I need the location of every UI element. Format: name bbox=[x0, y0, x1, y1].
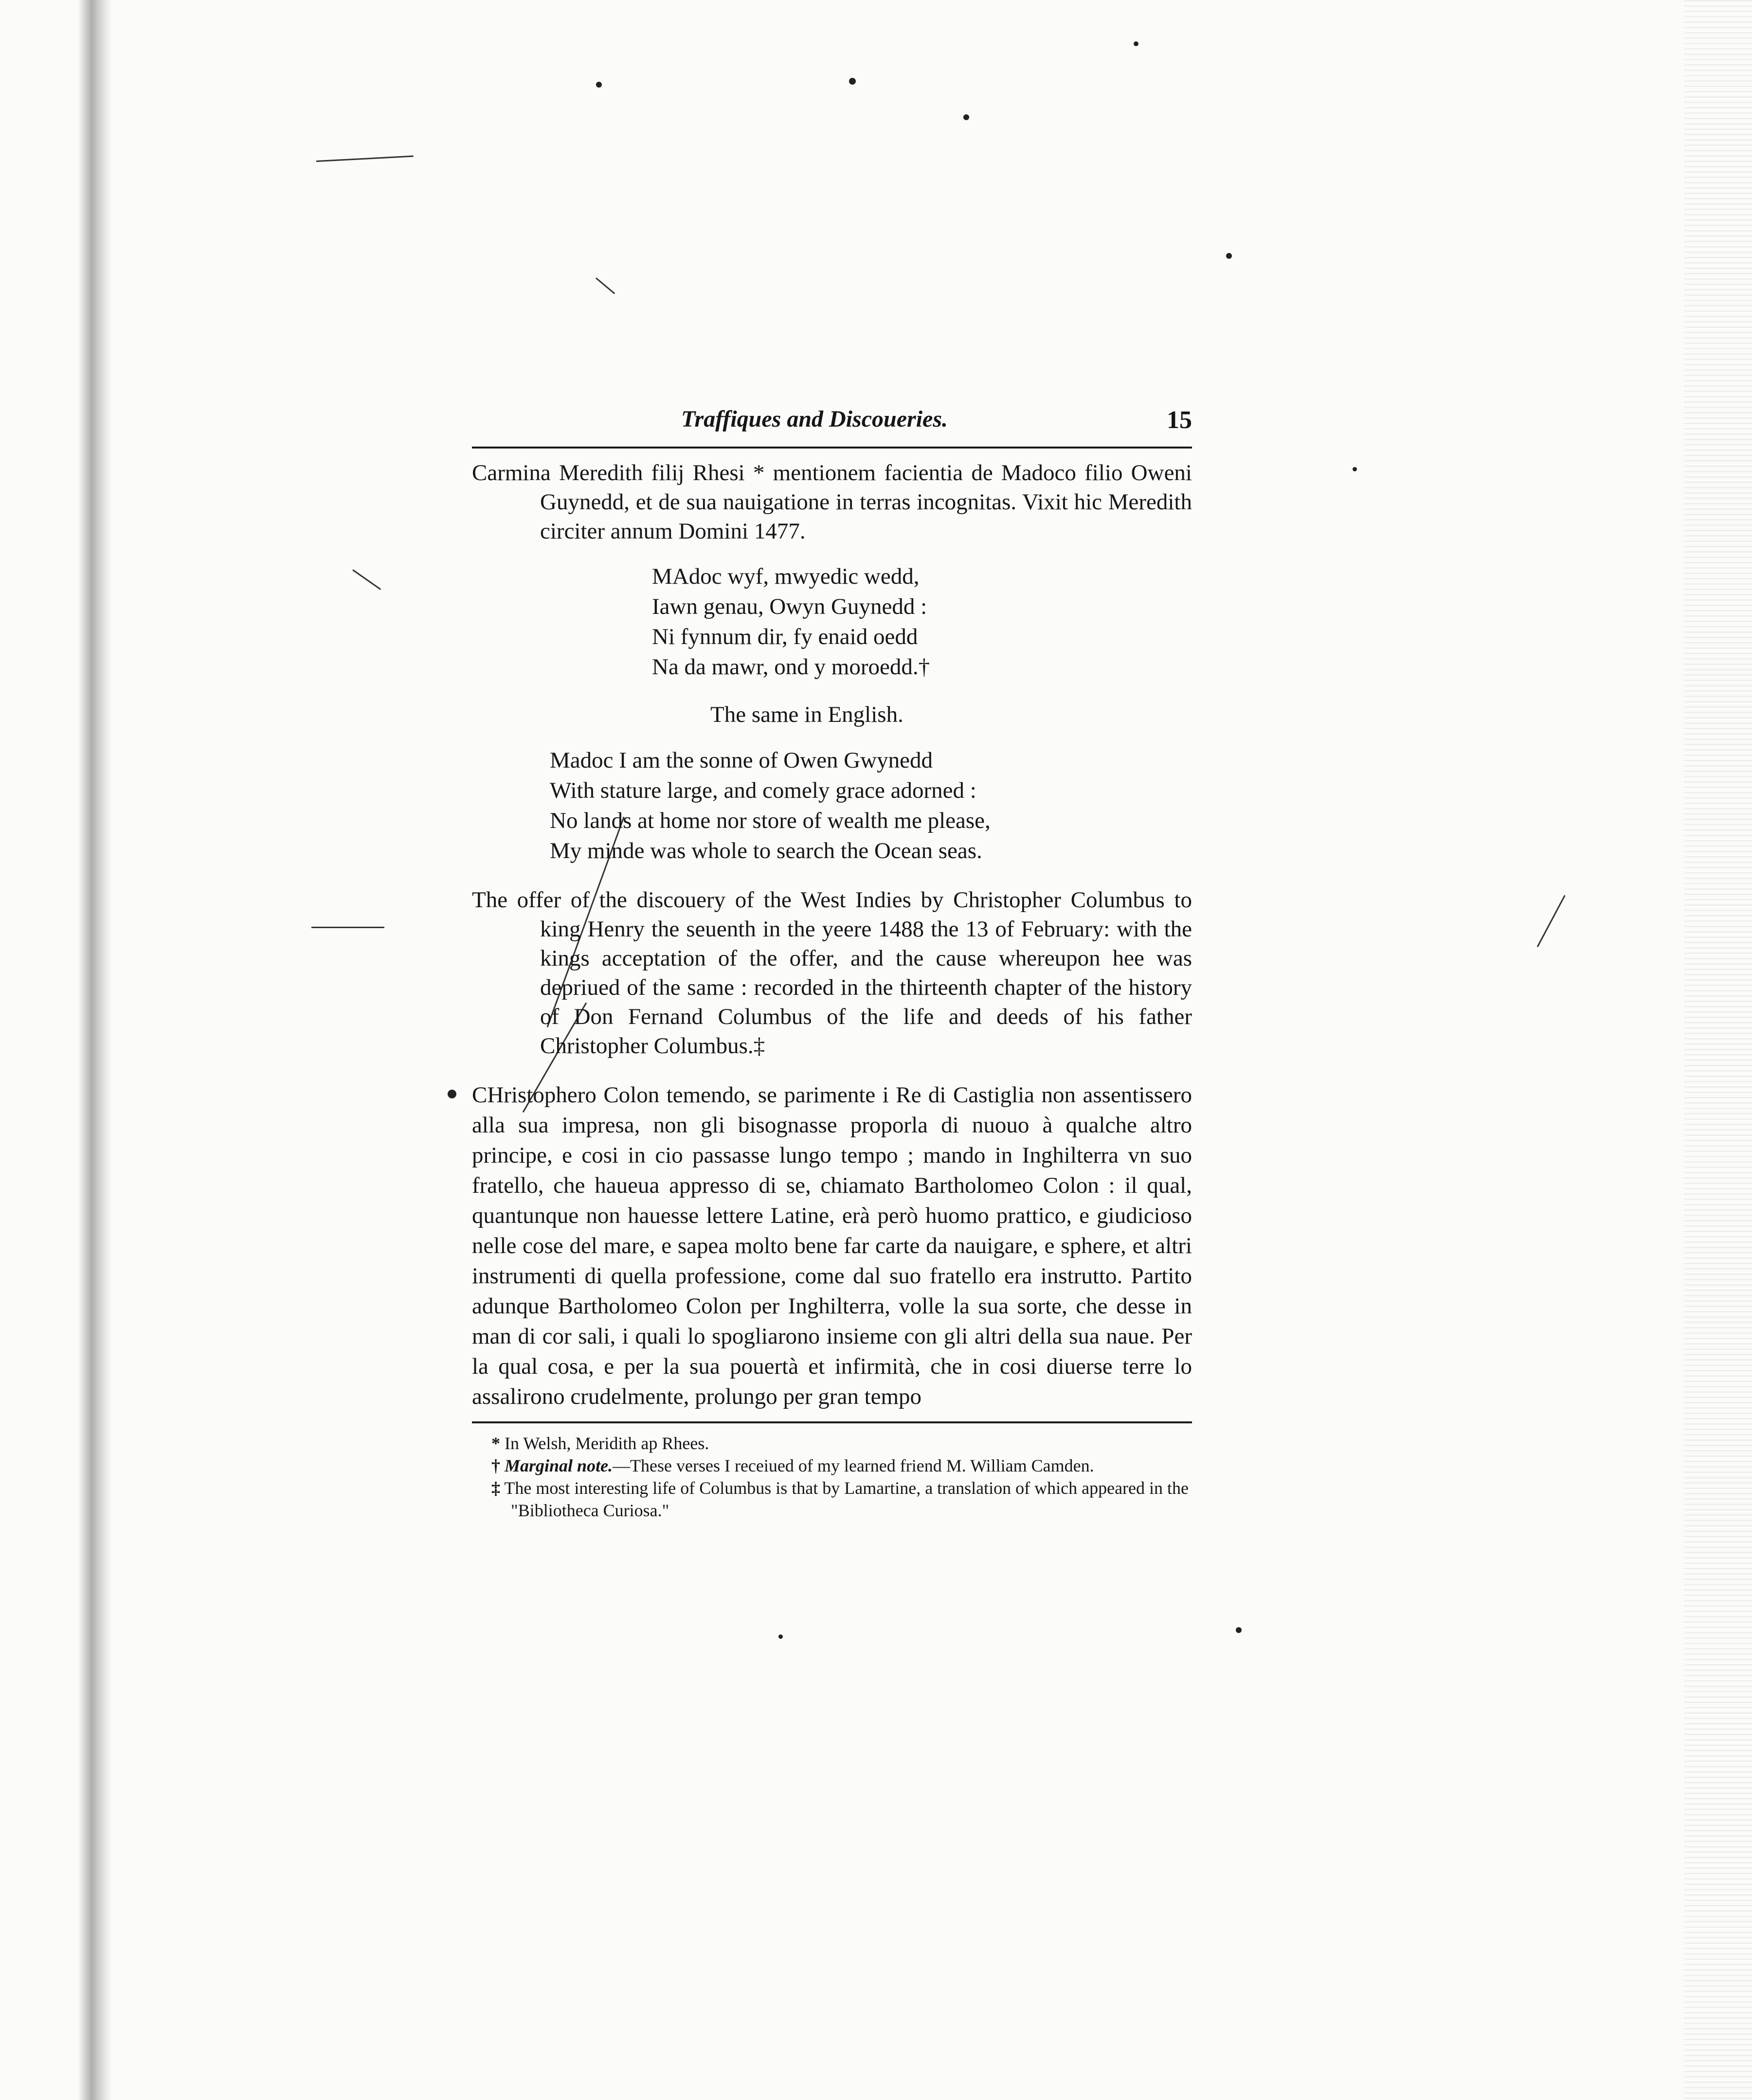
footnote-text: —These verses I receiued of my learned friend M. William Camden. bbox=[613, 1456, 1094, 1475]
verse-line: With stature large, and comely grace adorned : bbox=[550, 778, 976, 803]
scan-speck bbox=[849, 78, 856, 85]
scan-speck bbox=[1134, 41, 1138, 46]
english-verse bbox=[472, 745, 1192, 866]
section-heading-carmina: Carmina Meredith filij Rhesi * mentionem facientia de Madoco filio Oweni Guynedd, et de sua nauigatione in terras incognitas. Vixit hic Meredith circiter annum Domini 1477. bbox=[472, 460, 1192, 544]
page-header bbox=[472, 399, 1192, 443]
scan-stroke bbox=[316, 156, 414, 162]
verse-line: Madoc I am the sonne of Owen Gwynedd bbox=[550, 748, 933, 773]
scan-stroke bbox=[352, 569, 381, 590]
scan-speck bbox=[963, 114, 969, 120]
verse-line: Na da mawr, ond y moroedd.† bbox=[652, 654, 930, 680]
verse-line: Iawn genau, Owyn Guynedd : bbox=[652, 594, 927, 619]
scan-speck bbox=[1353, 467, 1357, 471]
scan-stroke bbox=[311, 927, 384, 928]
footnote-text: In Welsh, Meridith ap Rhees. bbox=[505, 1434, 709, 1453]
footnote-lead: Marginal note. bbox=[505, 1456, 613, 1475]
footnote-text: The most interesting life of Columbus is that by Lamartine, a translation of which appeared in the "Bibliotheca Curiosa." bbox=[504, 1478, 1189, 1520]
footnote bbox=[491, 1454, 1192, 1477]
footnotes bbox=[472, 1432, 1192, 1522]
book-page bbox=[472, 399, 1192, 1712]
body-paragraph: CHristophero Colon temendo, se parimente i Re di Castiglia non assentissero alla sua impresa, non gli bisognasse proporla di nuouo à qualche altro principe, e cosi in cio passasse lungo tempo ; mando in Inghilterra vn suo fratello, che haueua appresso di se, chiamato Bartholomeo Colon : il qual, quantunque non hauesse lettere Latine, erà però huomo prattico, e giudicioso nelle cose del mare, e sapea molto bene far carte da nauigare, e sphere, et altri instrumenti di quella professione, come dal suo fratello era instrutto. Partito adunque Bartholomeo Colon per Inghilterra, volle la sua sorte, che desse in man di cor sali, i quali lo spogliarono insieme con gli altri della sua naue. Per la qual cosa, e per la sua pouertà et infirmità, che in cosi diuerse terre lo assalirono crudelmente, prolungo per gran tempo bbox=[472, 1082, 1192, 1409]
scan-stroke bbox=[596, 277, 615, 294]
verse-line: Ni fynnum dir, fy enaid oedd bbox=[652, 624, 918, 649]
verse-line: My minde was whole to search the Ocean seas. bbox=[550, 838, 982, 863]
header-rule bbox=[472, 447, 1192, 449]
scan-shadow-left bbox=[78, 0, 112, 2100]
scan-speck bbox=[1236, 1627, 1242, 1633]
footnote-mark: ‡ bbox=[491, 1478, 500, 1498]
scan-speck bbox=[1226, 253, 1232, 259]
verse-line: MAdoc wyf, mwyedic wedd, bbox=[652, 564, 920, 589]
footnote bbox=[491, 1432, 1192, 1454]
scan-stroke bbox=[1537, 895, 1566, 947]
scan-noise-right bbox=[1684, 0, 1752, 2100]
running-head: Traffiques and Discoueries. bbox=[681, 406, 948, 432]
footnote bbox=[491, 1477, 1192, 1522]
verse-line: No lands at home nor store of wealth me please, bbox=[550, 808, 991, 833]
footnote-mark: * bbox=[491, 1434, 500, 1453]
page-number: 15 bbox=[1167, 406, 1192, 434]
english-subheading: The same in English. bbox=[710, 702, 903, 727]
scan-speck bbox=[448, 1090, 456, 1098]
section-heading-offer: The offer of the discouery of the West Indies by Christopher Columbus to king Henry the seuenth in the yeere 1488 the 13 of February: with the kings acceptation of the offer, and the cause whereupon hee was depriued of the same : recorded in the thirteenth chapter of the history of Don Fernand Columbus of the life and deeds of his father Christopher Columbus.‡ bbox=[472, 887, 1192, 1059]
footnote-rule bbox=[472, 1421, 1192, 1423]
welsh-verse bbox=[472, 561, 1192, 682]
scan-speck bbox=[596, 82, 602, 88]
footnote-mark: † bbox=[491, 1456, 500, 1475]
